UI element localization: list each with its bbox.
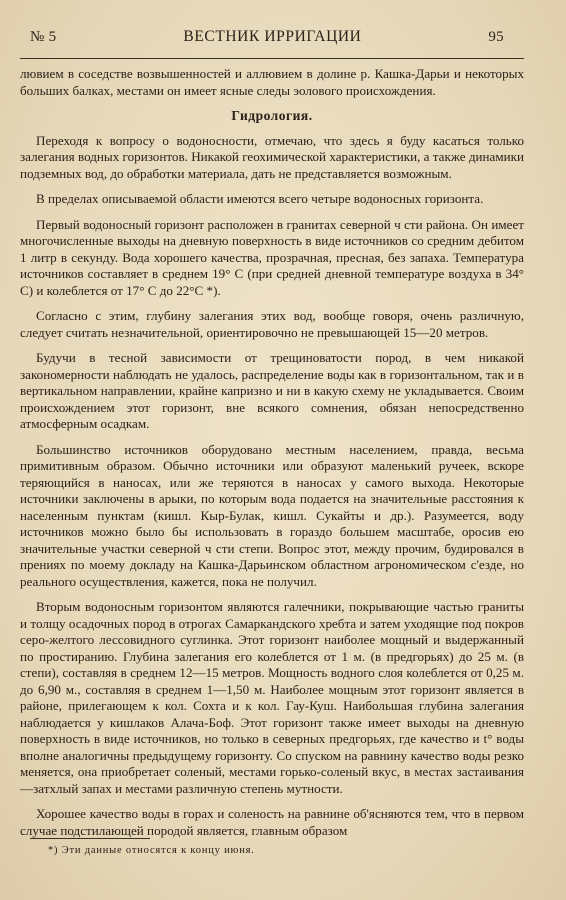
- page-number: 95: [488, 29, 504, 45]
- paragraph: Согласно с этим, глубину залегания этих вод, вообще говоря, очень различную, следует считать незначительной, ориентировочно не превышающей 15—20 метров.: [20, 308, 524, 340]
- header-rule: [20, 58, 524, 59]
- paragraph: В пределах описываемой области имеются всего четыре водоносных горизонта.: [36, 191, 484, 206]
- paragraph: Большинство источников оборудовано местным населением, правда, весьма примитивным образом. Обычно источники или образуют маленький ручеек, вскоре теряющийся в наносах, или же теряются в наносах у самого выхода. Некоторые источники заключены в арыки, по которым вода подается на значительные расстояния к населенным пунктам (кишл. Кыр-Булак, кишл. Сукайты и др.). Разумеется, воду источников можно было бы использовать в гораздо большем масштабе, оросив ею значительные участки северной ч сти степи. Вопрос этот, между прочим, будировался в прениях по моему докладу на Кашка-Дарьинском областном агрономическом с'езде, но реального осуществления, кажется, пока не получил.: [20, 441, 524, 589]
- paragraph: Хорошее качество воды в горах и соленость на равнине об'ясняются тем, что в первом случае подстилающей породой является, главным образом: [20, 806, 524, 838]
- issue-number: № 5: [30, 29, 57, 45]
- paragraph: Первый водоносный горизонт расположен в гранитах северной ч сти района. Он имеет многочисленные выходы на дневную поверхность в виде источников со средним дебитом 1 литр в секунду. Вода хорошего качества, прозрачная, пресная, без запаха. Температура источников составляет в среднем 19° С (при средней дневной температуре воздуха в 34° С) и колеблется от 17° С до 22°С *).: [20, 216, 524, 298]
- body-text: [20, 66, 524, 848]
- page-header: [30, 28, 504, 54]
- footnote-rule: [30, 838, 150, 839]
- section-title: Гидрология.: [231, 108, 313, 123]
- paragraph: Будучи в тесной зависимости от трещиноватости пород, в чем никакой закономерности наблюдать не удалось, распределение воды как в горизонтальном, так и в вертикальном направлении, крайне капризно и ни в какую схему не укладывается. Своим происхождением этот горизонт, вне всякого сомнения, обязан непосредственно атмосферным осадкам.: [20, 350, 524, 431]
- journal-title: ВЕСТНИК ИРРИГАЦИИ: [183, 28, 362, 45]
- intro-paragraph: лювием в соседстве возвышенностей и аллювием в долине р. Кашка-Дарьи и некоторых больших балках, местами он имеет ясные следы эолового происхождения.: [20, 66, 524, 98]
- paragraph: Вторым водоносным горизонтом являются галечники, покрывающие частью граниты и толщу осадочных пород в отрогах Самаркандского хребта и затем уходящие под покров серо-желтого лессовидного суглинка. Этот горизонт наиболее мощный и выдержанный по простиранию. Глубина залегания его колеблется от 1 м. (в предгорьях) до 25 м. (в степи), составляя в среднем 12—15 метров. Мощность водного слоя колеблется от 0,25 м. до 6,90 м., составляя в среднем 1—1,50 м. Наиболее мощным этот горизонт является в районе, прилегающем к кол. Сохта и к кол. Гау-Куш. Наибольшая глубина залегания наблюдается у кишлаков Алача-Боф. Этот горизонт также имеет выходы на дневную поверхность в виде источников, но только в северных предгорьях, где качество и t° воды вполне аналогичны предыдущему горизонту. Со спуском на равнину качество воды резко меняется, она приобретает соленый, местами горько-соленый вкус, в местах застаивания—затхлый запах и местами различную степень мутности.: [20, 599, 524, 796]
- paragraph: Переходя к вопросу о водоносности, отмечаю, что здесь я буду касаться только залегания водных горизонтов. Никакой геохимической характеристики, а также динамики подземных вод, до обработки материала, дать не представляется возможным.: [20, 132, 524, 181]
- footnote: *) Эти данные относятся к концу июня.: [48, 845, 255, 856]
